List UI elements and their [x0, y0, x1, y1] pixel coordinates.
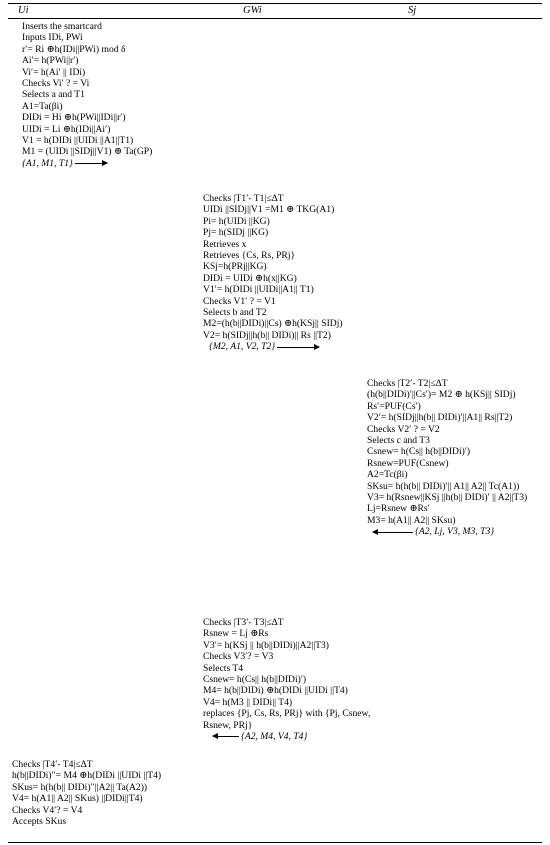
arrow-right-icon: [75, 163, 107, 164]
sj-message: [367, 526, 537, 537]
top-rule: [8, 3, 542, 4]
gw-message-1-text: {M2, A1, V2, T2}: [209, 341, 276, 353]
gw-step2-line: Checks V3′? = V3: [203, 651, 274, 663]
ui-step1-line: r′= Ri ⊕h(IDi||PWi) mod δ: [22, 43, 126, 55]
ui-step1-line: M1 = (UIDi ||SIDj||V1) ⊕ Ta(GP): [22, 146, 153, 158]
gw-step1: [203, 193, 403, 353]
ui-step1-line: Inputs IDi, PWi: [22, 32, 83, 44]
gw-step1-line: Checks V1′ ? = V1: [203, 295, 276, 307]
gw-step1-line: Pj= h(SIDj ||KG): [203, 227, 269, 239]
ui-message-1-text: {A1, M1, T1}: [22, 157, 73, 169]
gw-step2-line: Rsnew = Lj ⊕Rs: [203, 628, 269, 640]
header-gwi: GWi: [243, 5, 262, 16]
ui-step2-line: h(b||DIDi)′′= M4 ⊕h(DIDi ||UIDi ||T4): [12, 770, 162, 782]
gw-step2-line: Csnew= h(Cs|| h(b||DIDi)′): [203, 674, 307, 686]
gw-step2-line: Checks |T3′- T3|≤ΔT: [203, 617, 284, 628]
ui-step2-line: Accepts SKus: [12, 816, 67, 828]
gw-step2-line: Rsnew, PRj}: [203, 719, 253, 731]
gw-step2-line: Selects T4: [203, 662, 244, 674]
gw-step1-line: Pi= h(UIDi ||KG): [203, 215, 270, 227]
ui-step1-line: DIDi = Hi ⊕h(PWi||IDi||r′): [22, 112, 126, 124]
gw-step2: [203, 617, 403, 742]
gw-message-2-text: {A2, M4, V4, T4}: [241, 731, 308, 743]
ui-step2-line: SKus= h(h(b|| DIDi)′′||A2|| Ta(A2)): [12, 781, 148, 793]
gw-step1-line: Retrieves {Cs, Rs, PRj}: [203, 250, 296, 262]
bottom-rule: [8, 842, 542, 843]
header-sj: Sj: [408, 5, 417, 16]
gw-step1-line: Checks |T1′- T1|≤ΔT: [203, 193, 284, 204]
arrow-left-icon: [213, 736, 239, 737]
gw-message-1: [203, 341, 403, 352]
ui-message-1: [22, 158, 222, 169]
gw-step1-line: V2= h(SIDj||h(b|| DIDi)|| Rs ||T2): [203, 329, 331, 341]
sj-step-line: M3= h(A1|| A2|| SKsu): [367, 514, 456, 526]
ui-step1-line: V1 = h(DIDi ||UIDi ||A1||T1): [22, 135, 134, 147]
gw-step2-line: M4= h(b||DIDi) ⊕h(DIDi ||UIDi ||T4): [203, 685, 348, 697]
gw-step1-line: KSj=h(PRj||KG): [203, 261, 267, 273]
sj-step-line: Selects c and T3: [367, 435, 430, 447]
gw-step1-line: UIDi ||SIDj||V1 =M1 ⊕ TKG(A1): [203, 204, 335, 216]
gw-step1-line: DIDi = UIDi ⊕h(x||KG): [203, 272, 297, 284]
ui-step1-line: Checks Vi′ ? = Vi: [22, 78, 90, 90]
sj-step-line: (h(b||DIDi)′||Cs′)= M2 ⊕ h(KSj|| SIDj): [367, 389, 516, 401]
sj-step: [367, 378, 537, 538]
header-ui: Ui: [18, 5, 29, 16]
ui-step2-line: Checks V4′? = V4: [12, 804, 83, 816]
gw-step1-line: Selects b and T2: [203, 307, 267, 319]
arrow-left-icon: [373, 532, 413, 533]
sj-step-line: Rs′=PUF(Cs′): [367, 400, 421, 412]
ui-step2-line: Checks |T4′- T4|≤ΔT: [12, 759, 93, 770]
ui-step1-line: A1=Ta(βi): [22, 100, 63, 112]
gw-step2-line: V3′= h(KSj || h(b||DIDi)||A2||T3): [203, 639, 329, 651]
arrow-right-icon: [277, 347, 319, 348]
gw-step1-line: M2=(h(b||DIDi)||Cs) ⊕h(KSj|| SIDj): [203, 318, 343, 330]
sj-step-line: Lj=Rsnew ⊕Rs′: [367, 503, 430, 515]
gw-step2-line: V4= h(M3 || DIDi|| T4): [203, 696, 293, 708]
sj-step-line: Csnew= h(Cs|| h(b||DIDi)′): [367, 446, 471, 458]
sj-step-line: Checks |T2′- T2|≤ΔT: [367, 378, 448, 389]
sj-step-line: Checks V2′ ? = V2: [367, 423, 440, 435]
ui-step1: [22, 21, 222, 169]
gw-step1-line: V1′= h(DIDi ||UIDi||A1|| T1): [203, 284, 314, 296]
gw-step2-line: replaces {Pj, Cs, Rs, PRj} with {Pj, Csnew,: [203, 708, 371, 720]
ui-step1-line: Ai′= h(PWi||r′): [22, 55, 79, 67]
gw-step1-line: Retrieves x: [203, 238, 247, 250]
sj-step-line: SKsu= h(h(b|| DIDi)′|| A1|| A2|| Tc(A1)): [367, 480, 520, 492]
ui-step2-line: V4= h(A1|| A2|| SKus) ||DIDi||T4): [12, 793, 143, 805]
ui-step1-line: Selects a and T1: [22, 89, 85, 101]
sj-step-line: V3= h(Rsnew||KSj ||h(b|| DIDi)′ || A2||T3): [367, 492, 528, 504]
sj-step-line: Rsnew=PUF(Csnew): [367, 457, 449, 469]
ui-step2: [12, 759, 222, 827]
gw-message-2: [203, 731, 403, 742]
ui-step1-line: UIDi = Li ⊕h(IDi||Ai′): [22, 123, 111, 135]
sj-step-line: V2′= h(SIDj||h(b|| DIDi)′||A1|| Rs||T2): [367, 412, 513, 424]
sj-message-text: {A2, Lj, V3, M3, T3}: [415, 526, 495, 538]
sj-step-line: A2=Tc(βi): [367, 469, 408, 481]
ui-step1-line: Vi′= h(Ai′ || IDi): [22, 66, 86, 78]
header-rule: [8, 18, 542, 19]
ui-step1-line: Inserts the smartcard: [22, 21, 102, 32]
